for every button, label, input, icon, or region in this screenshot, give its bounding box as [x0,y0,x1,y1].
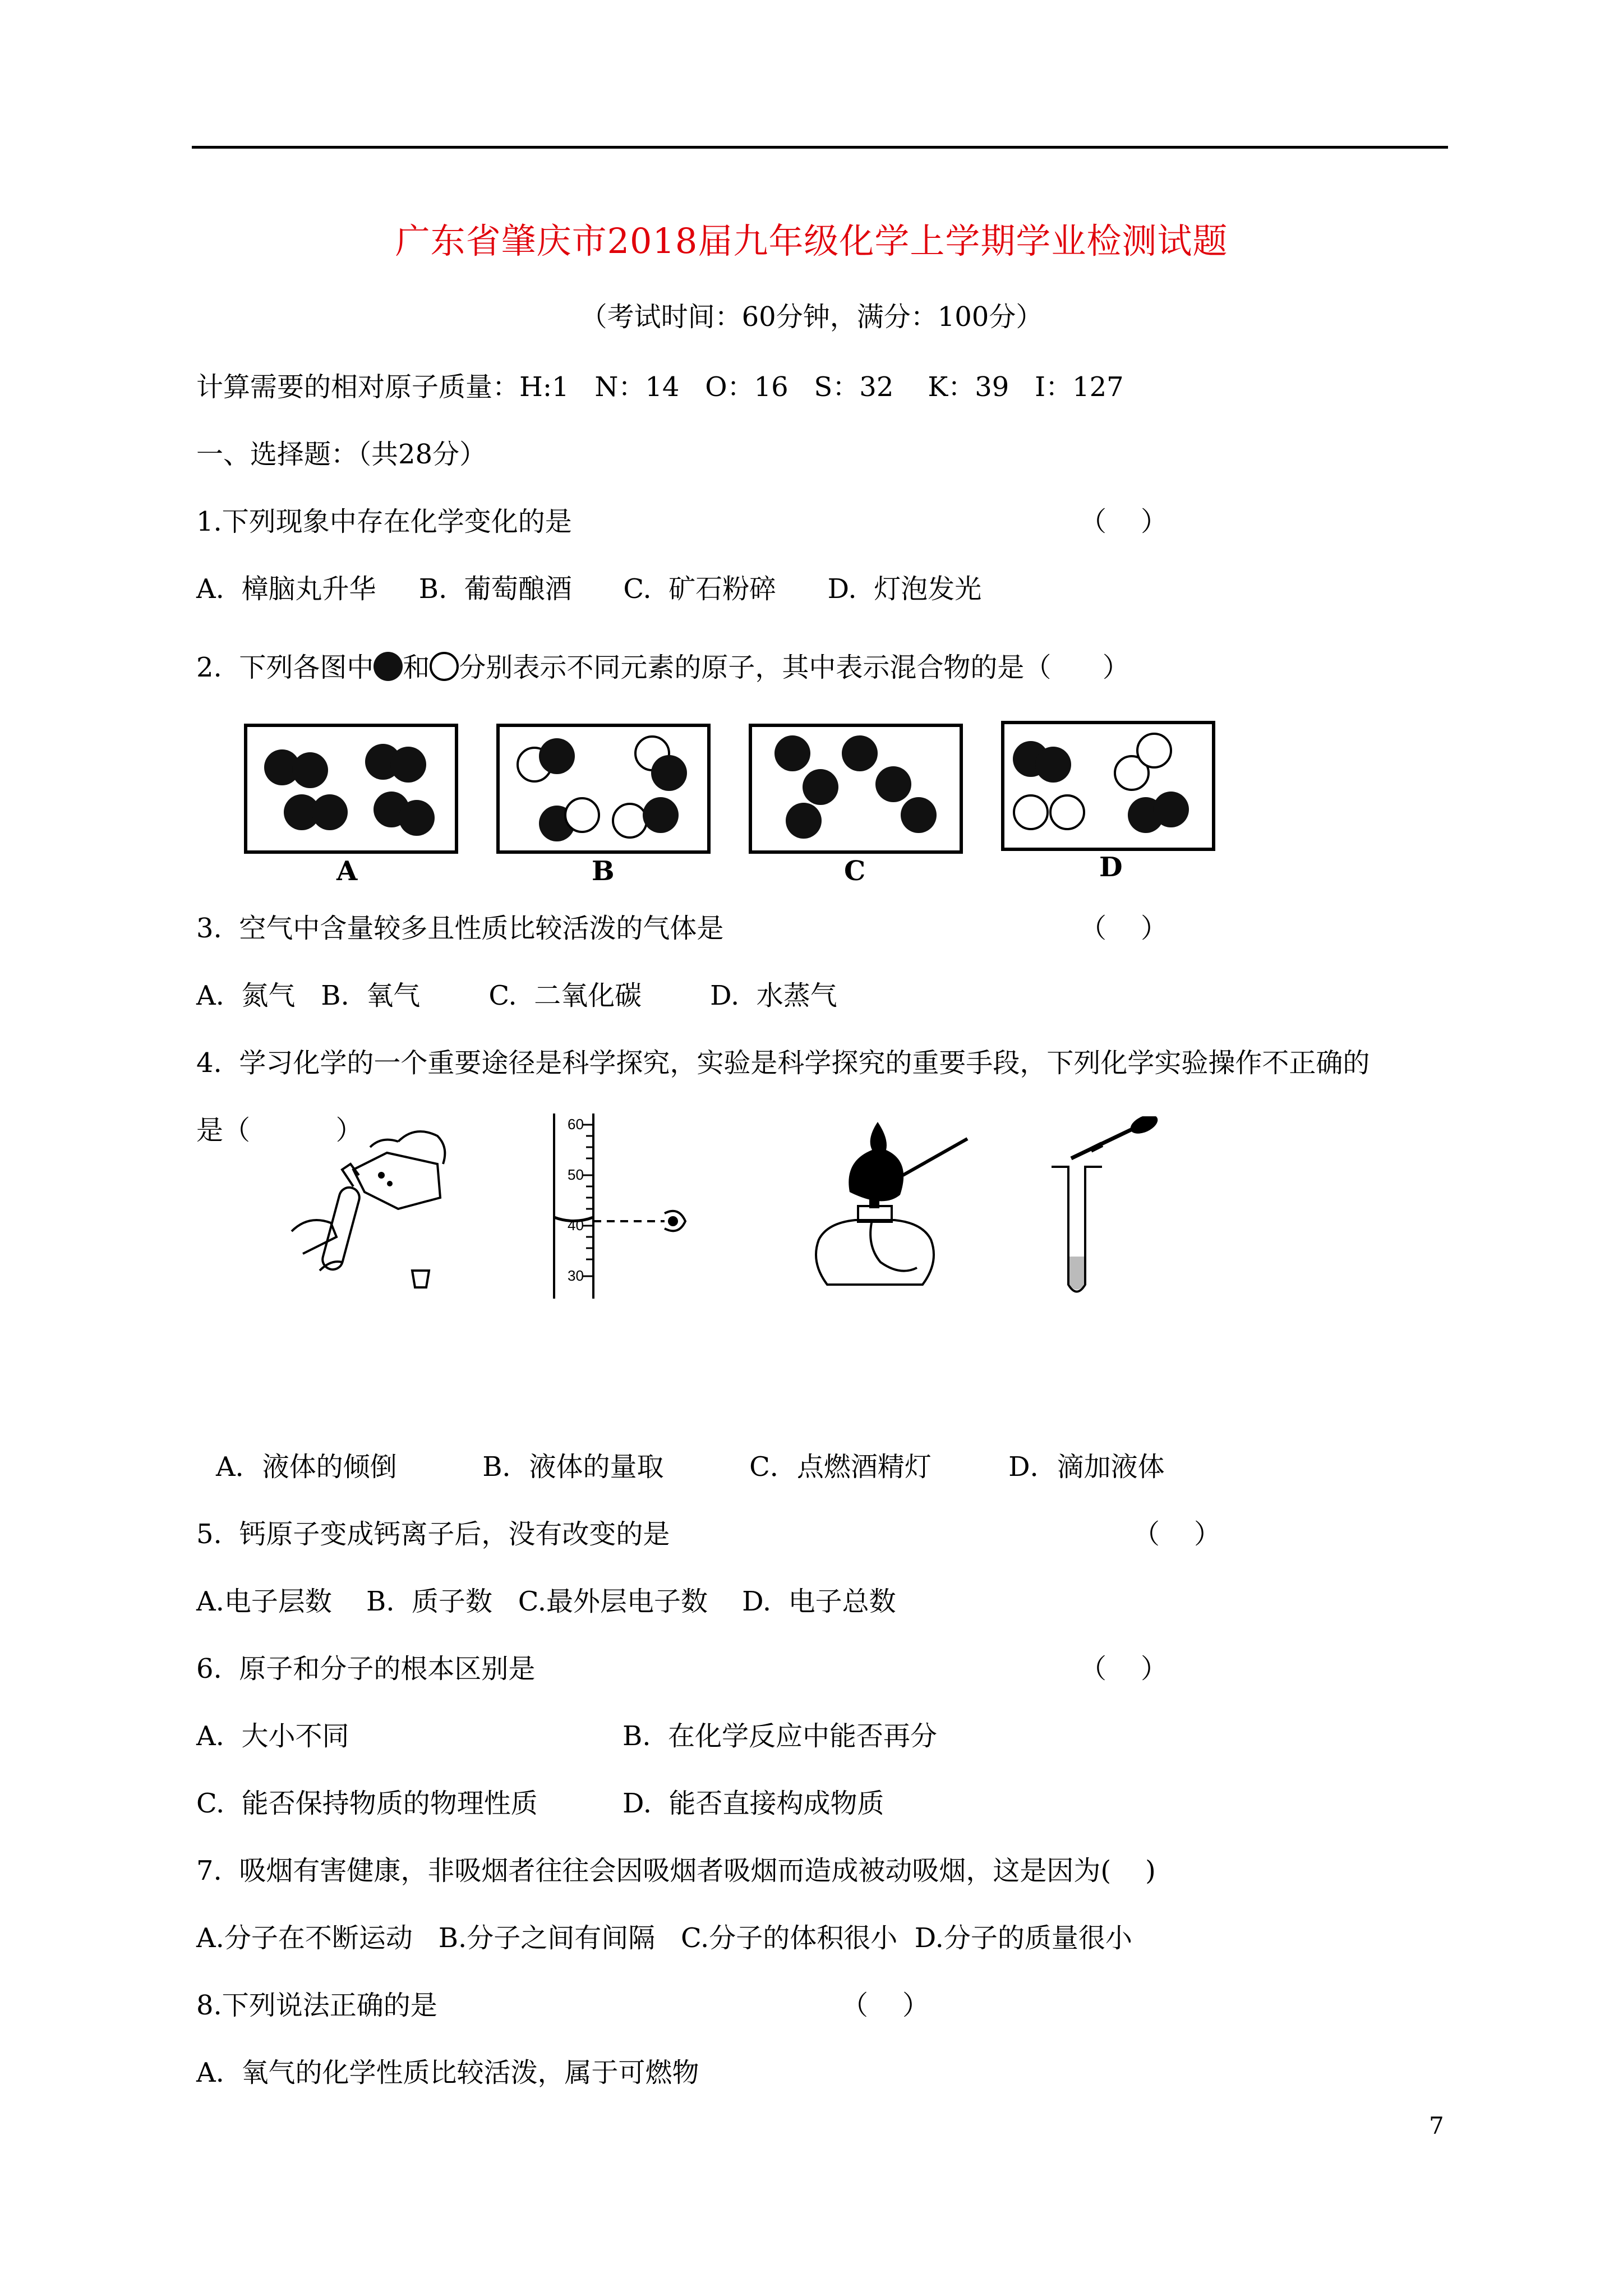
atom [803,769,838,805]
cylinder-tick-60: 60 [568,1116,584,1133]
page-number: 7 [1429,2112,1444,2139]
diagram-box-b [496,724,711,854]
atom [612,803,648,839]
diagram-box-d [1001,721,1215,851]
exam-info: （考试时间：60分钟，满分：100分） [580,301,1043,333]
q6-option-d: D. 能否直接构成物质 [623,1788,884,1819]
atomic-masses: 计算需要的相对原子质量：H:1 N：14 O：16 S：32 K：39 I：127 [196,371,1124,403]
q4-stem-cont: 是（ ） [196,1115,363,1146]
cylinder-tick-30: 30 [568,1267,584,1284]
alcohol-lamp-illustration [788,1116,973,1301]
q3-stem: 3. 空气中含量较多且性质比较活泼的气体是 [196,913,724,944]
atom [390,747,426,783]
q1-stem: 1.下列现象中存在化学变化的是 [196,506,572,537]
q1-answer-blank: （ ） [1080,506,1168,537]
atom [1049,794,1085,830]
q1-options: A. 樟脑丸升华 B. 葡萄酿酒 C. 矿石粉碎 D. 灯泡发光 [196,573,982,605]
q7-stem: 7. 吸烟有害健康，非吸烟者往往会因吸烟者吸烟而造成被动吸烟，这是因为( ) [196,1855,1156,1887]
q3-answer-blank: （ ） [1080,913,1168,944]
atom [901,797,937,833]
q6-answer-blank: （ ） [1080,1653,1168,1685]
q7-options: A.分子在不断运动 B.分子之间有间隔 C.分子的体积很小 D.分子的质量很小 [196,1922,1132,1954]
q5-answer-blank: （ ） [1133,1519,1221,1550]
atom [875,766,911,802]
pouring-liquid-illustration [269,1102,460,1293]
box-label-a: A [336,855,358,887]
atom [786,803,822,839]
diagram-box-a [244,724,458,854]
box-label-c: C [844,855,866,887]
atom [292,752,328,788]
atom [651,755,687,791]
q2-stem [196,651,1129,684]
cylinder-tick-40: 40 [568,1217,584,1234]
atom [1013,794,1049,830]
q8-stem: 8.下列说法正确的是 [196,1990,437,2021]
atom [539,738,575,774]
q5-stem: 5. 钙原子变成钙离子后，没有改变的是 [196,1519,670,1550]
atom [1035,747,1071,783]
atom [842,735,878,771]
atom [643,797,679,833]
q3-options: A. 氮气 B. 氧气 C. 二氧化碳 D. 水蒸气 [196,980,837,1011]
q6-option-b: B. 在化学反应中能否再分 [623,1720,938,1752]
q6-option-a: A. 大小不同 [196,1720,349,1752]
q8-option-a: A. 氧气的化学性质比较活泼，属于可燃物 [196,2057,699,2088]
atom [312,794,348,830]
page-title: 广东省肇庆市2018届九年级化学上学期学业检测试题 [395,220,1228,261]
white-atom-icon [430,652,459,681]
q2-suffix: 分别表示不同元素的原子，其中表示混合物的是（ ） [459,652,1129,683]
q4-stem: 4. 学习化学的一个重要途径是科学探究，实验是科学探究的重要手段，下列化学实验操作不正确的 [196,1047,1370,1079]
diagram-box-c [749,724,963,854]
header-rule [192,146,1448,149]
atom [564,797,600,833]
section-heading: 一、选择题：（共28分） [196,439,487,470]
atom [774,735,810,771]
black-atom-icon [374,652,403,681]
q6-stem: 6. 原子和分子的根本区别是 [196,1653,536,1685]
graduated-cylinder-illustration [538,1114,718,1304]
atom [1153,792,1189,827]
atom [399,800,435,836]
q4-options: A．液体的倾倒 B．液体的量取 C．点燃酒精灯 D．滴加液体 [216,1451,1165,1483]
q5-options: A.电子层数 B. 质子数 C.最外层电子数 D. 电子总数 [196,1586,896,1617]
cylinder-tick-50: 50 [568,1166,584,1183]
q2-prefix: 2. 下列各图中 [196,652,374,683]
box-label-d: D [1099,852,1123,883]
q8-answer-blank: （ ） [841,1990,930,2021]
q6-option-c: C. 能否保持物质的物理性质 [196,1788,538,1819]
atom [1136,733,1172,769]
box-label-b: B [592,855,615,887]
dropper-illustration [1046,1116,1169,1307]
q2-mid: 和 [403,652,430,683]
